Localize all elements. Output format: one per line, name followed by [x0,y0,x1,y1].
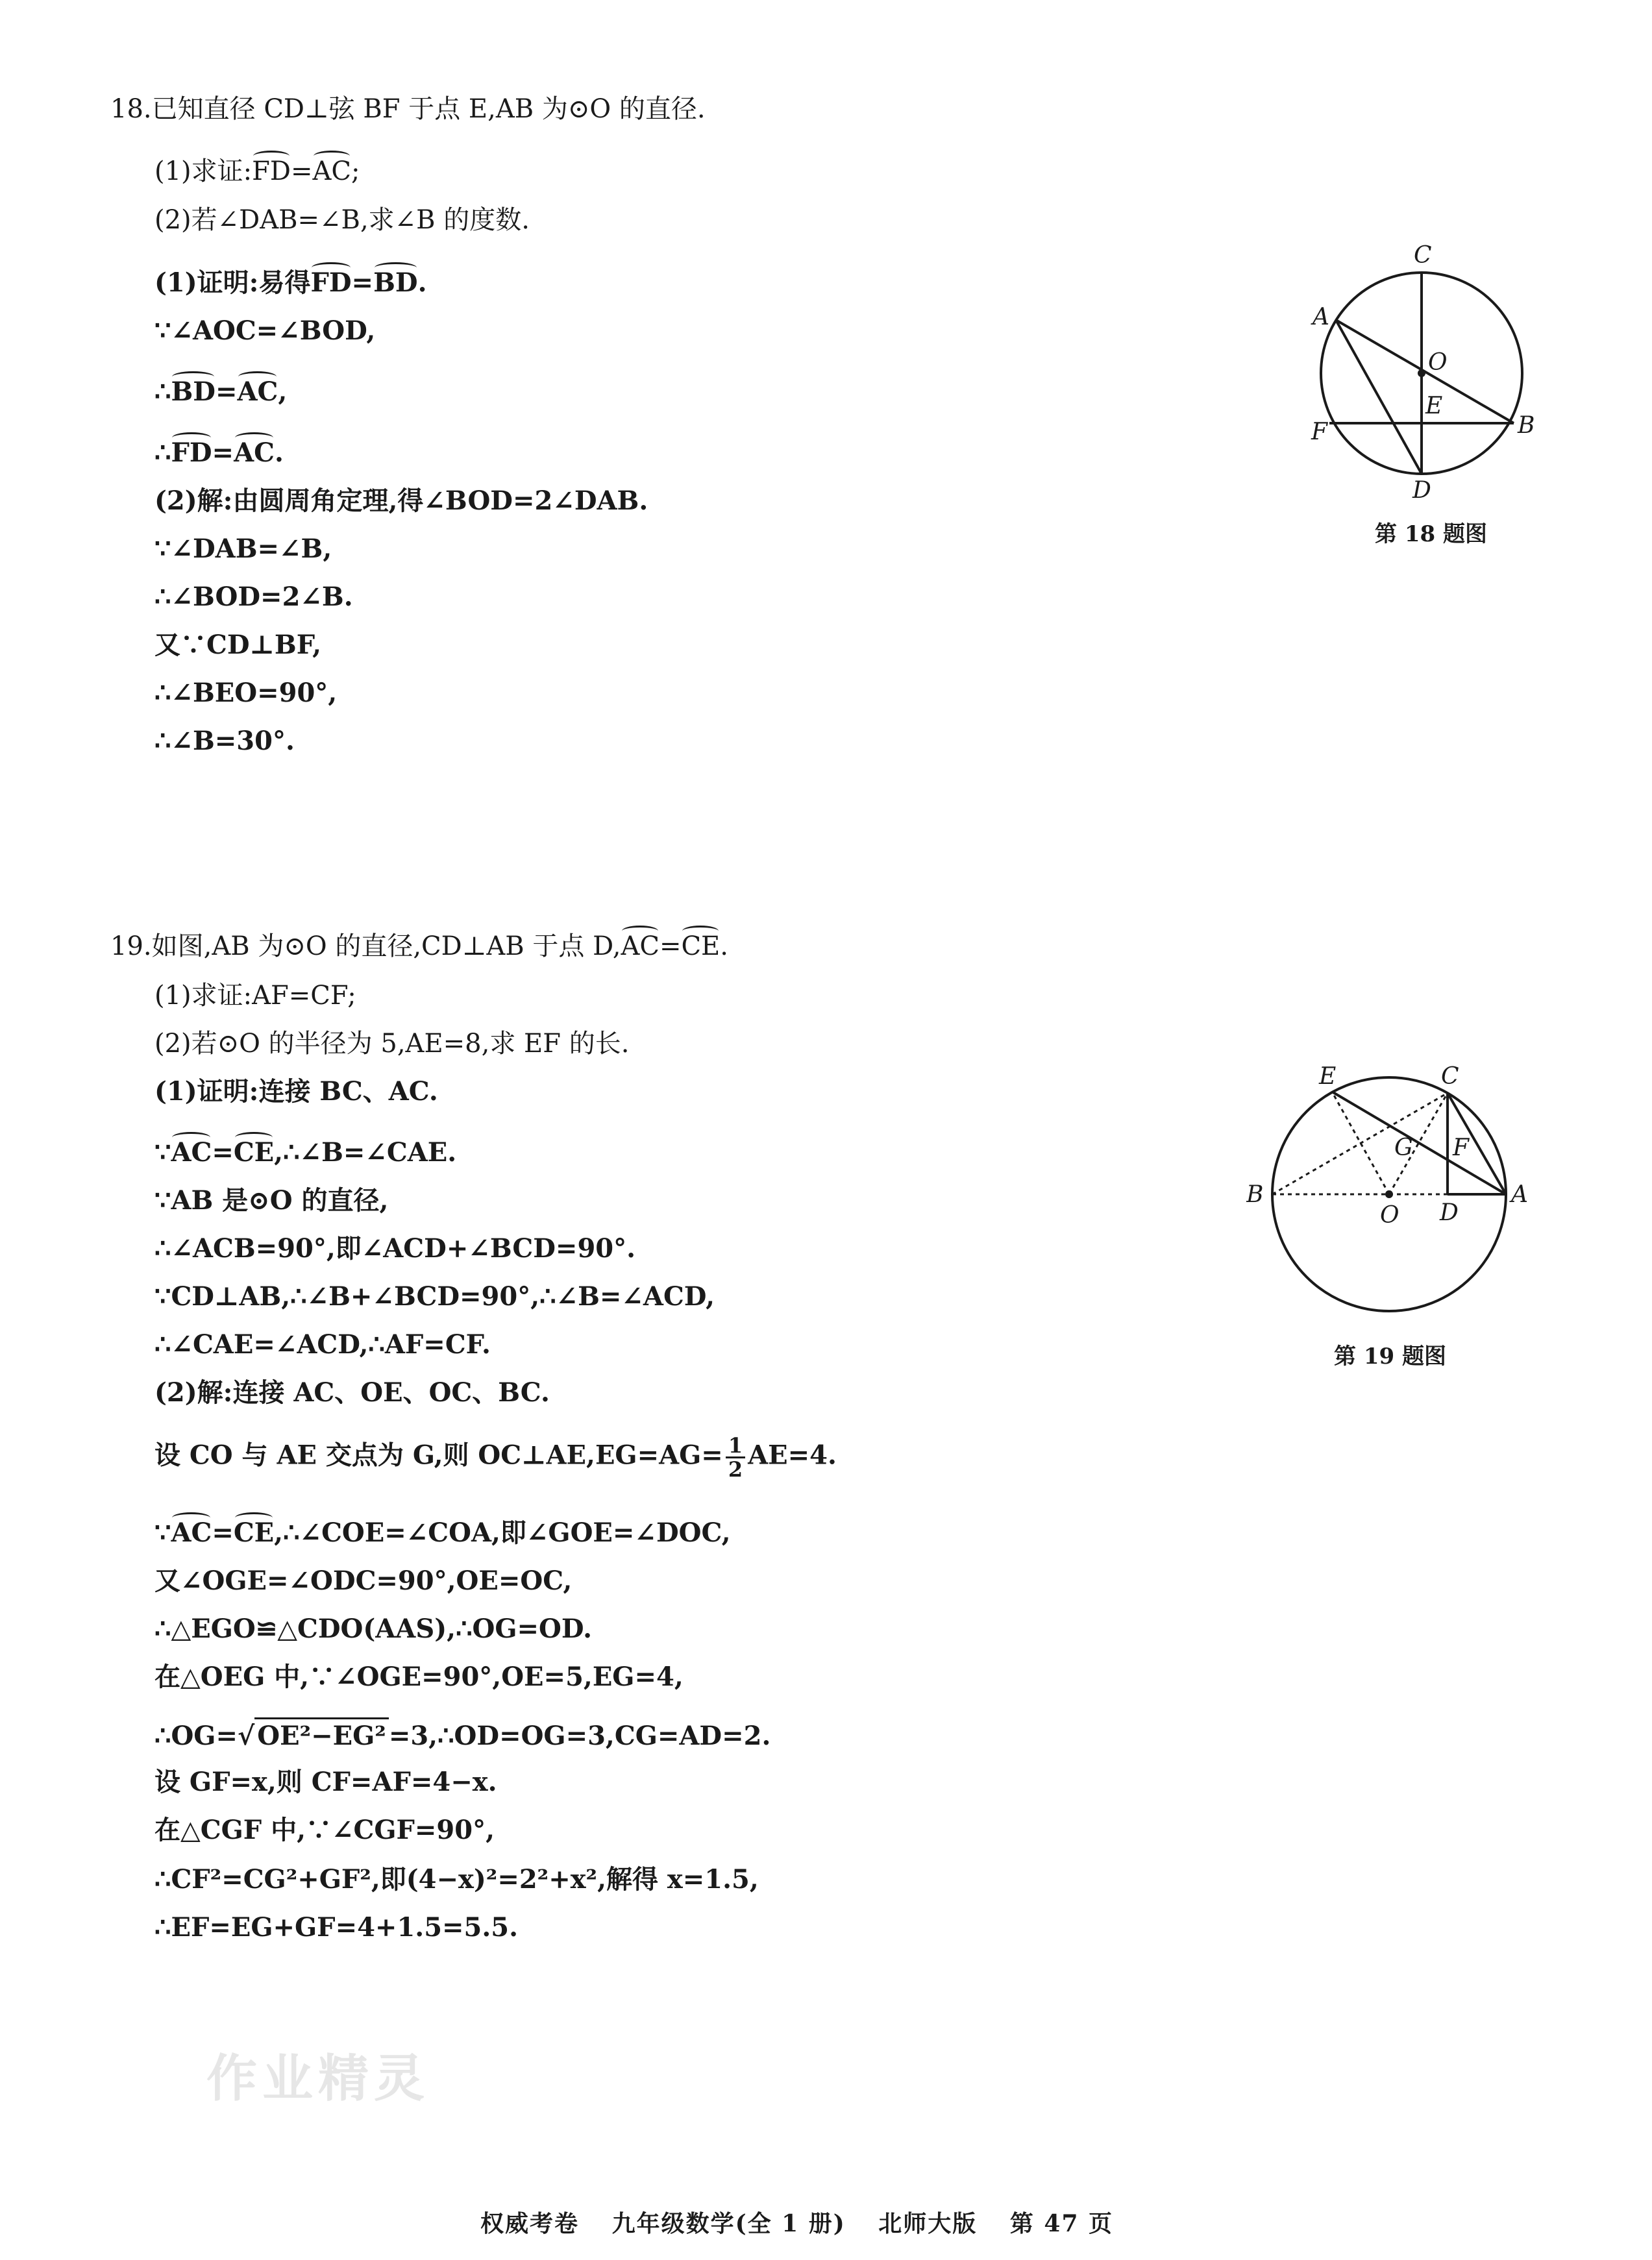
q19-label-f: F [1453,1135,1469,1161]
q18-label-e: E [1425,393,1443,419]
q18-sol-line1: (1)证明:易得FD=BD. [154,266,427,300]
q18-sol-line2: ∵∠AOC=∠BOD, [154,315,376,346]
q19-sol-line5: ∵CD⊥AB,∴∠B+∠BCD=90°,∴∠B=∠ACD, [154,1281,715,1312]
footer-edition: 北师大版 [878,2210,978,2237]
page-footer [480,2205,1137,2239]
q18-figure [1298,243,1558,503]
q18-sol-line4: ∴FD=AC. [154,436,284,470]
q18-title: 18.已知直径 CD⊥弦 BF 于点 E,AB 为⊙O 的直径. [110,94,706,124]
q19-sol-line9: ∵AC=CE,∴∠COE=∠COA,即∠GOE=∠DOC, [154,1516,731,1550]
q18-label-b: B [1518,412,1535,439]
q19-label-a: A [1511,1181,1528,1208]
q19-label-d: D [1440,1199,1459,1226]
q19-sol-line11: ∴△EGO≌△CDO(AAS),∴OG=OD. [154,1614,593,1644]
q19-sol-line2: ∵AC=CE,∴∠B=∠CAE. [154,1136,456,1170]
q19-sol-line7: (2)解:连接 AC、OE、OC、BC. [154,1377,550,1408]
q18-figure-caption: 第 18 题图 [1375,521,1487,547]
q18-chord-ad [1336,320,1422,474]
q19-label-b: B [1246,1181,1264,1208]
q19-label-e: E [1319,1063,1337,1090]
q19-figure-caption: 第 19 题图 [1334,1344,1446,1370]
q19-sol-line3: ∵AB 是⊙O 的直径, [154,1185,389,1216]
q19-sol-line13: ∴OG=√ OE²−EG² =3,∴OD=OG=3,CG=AD=2. [154,1717,771,1753]
fraction-half: $\frac{1}{2}$ [726,1434,745,1480]
q18-label-d: D [1412,477,1431,503]
q18-center-dot [1418,369,1425,377]
q19-sol-line17: ∴EF=EG+GF=4+1.5=5.5. [154,1912,519,1943]
q18-part1: (1)求证:FD=AC; [154,154,360,188]
q18-label-a: A [1313,304,1329,330]
q18-part2: (2)若∠DAB=∠B,求∠B 的度数. [154,205,530,235]
q19-part1: (1)求证:AF=CF; [154,981,356,1011]
q19-label-g: G [1394,1135,1413,1161]
q18-sol-line7: ∴∠BOD=2∠B. [154,582,353,612]
q19-label-c: C [1441,1063,1459,1090]
watermark: 作业精灵 [206,2049,430,2108]
q19-sol-line10: 又∠OGE=∠ODC=90°,OE=OC, [154,1566,573,1596]
q18-label-o: O [1428,349,1448,376]
q18-label-f: F [1311,419,1327,445]
q19-center-dot [1385,1190,1393,1198]
q18-sol-line6: ∵∠DAB=∠B, [154,534,332,564]
footer-grade: 九年级数学(全 1 册) [611,2210,846,2237]
footer-page: 第 47 页 [1009,2210,1114,2237]
q19-sol-line8: 设 CO 与 AE 交点为 G,则 OC⊥AE,EG=AG= $\frac{1}{2}$ AE=4. [154,1433,837,1482]
q19-title: 19.如图,AB 为⊙O 的直径,CD⊥AB 于点 D,AC=CE. [110,929,728,963]
q19-figure [1246,1058,1532,1344]
q18-sol-line9: ∴∠BEO=90°, [154,678,338,708]
q18-label-c: C [1414,243,1432,269]
q19-sol-line6: ∴∠CAE=∠ACD,∴AF=CF. [154,1329,491,1360]
q19-label-o: O [1380,1202,1399,1229]
q18-sol-line8: 又∵CD⊥BF, [154,630,322,660]
q18-sol-line10: ∴∠B=30°. [154,726,295,756]
q19-sol-line1: (1)证明:连接 BC、AC. [154,1076,438,1107]
q19-part2: (2)若⊙O 的半径为 5,AE=8,求 EF 的长. [154,1029,630,1059]
q18-sol-line3: ∴BD=AC, [154,375,287,409]
footer-book: 权威考卷 [480,2210,580,2237]
q19-sol-line16: ∴CF²=CG²+GF²,即(4−x)²=2²+x²,解得 x=1.5, [154,1864,759,1895]
q18-sol-line5: (2)解:由圆周角定理,得∠BOD=2∠DAB. [154,485,648,516]
q19-sol-line14: 设 GF=x,则 CF=AF=4−x. [154,1767,497,1797]
q19-sol-line4: ∴∠ACB=90°,即∠ACD+∠BCD=90°. [154,1233,636,1264]
q19-sol-line12: 在△OEG 中,∵∠OGE=90°,OE=5,EG=4, [154,1662,684,1692]
q19-chord-ea [1332,1092,1506,1194]
q19-sol-line15: 在△CGF 中,∵∠CGF=90°, [154,1815,495,1845]
